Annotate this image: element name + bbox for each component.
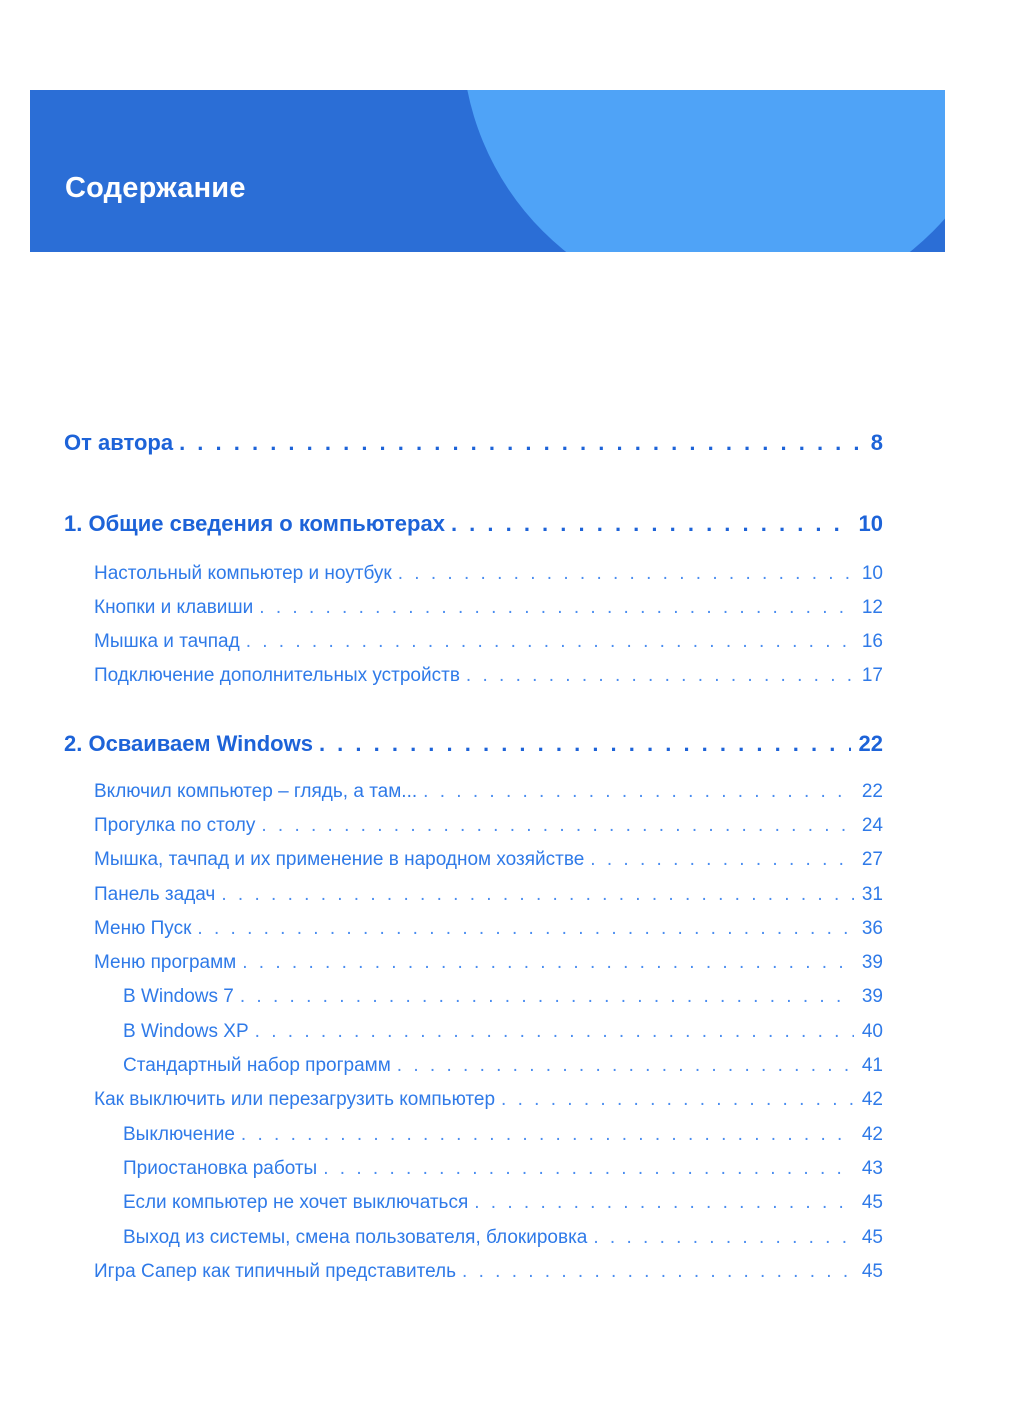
- toc-subentry[interactable]: [123, 1158, 883, 1184]
- toc-dot-leader: [451, 511, 851, 537]
- toc-entry-page: 16: [861, 631, 883, 652]
- toc-subentry[interactable]: [123, 1192, 883, 1218]
- toc-subentry[interactable]: [123, 1055, 883, 1081]
- toc-entry-page: 36: [861, 918, 883, 939]
- toc-entry-label: Как выключить или перезагрузить компьютер: [94, 1089, 496, 1110]
- toc-entry-label: От автора: [64, 430, 174, 455]
- toc-entry[interactable]: [94, 849, 883, 875]
- toc-entry-label: Панель задач: [94, 884, 216, 905]
- toc-dot-leader: [593, 1227, 853, 1249]
- toc-entry-label: Игра Сапер как типичный представитель: [94, 1261, 457, 1282]
- toc-dot-leader: [466, 665, 854, 687]
- toc-entry[interactable]: [94, 1261, 883, 1287]
- toc-dot-leader: [323, 1158, 854, 1180]
- banner-decorative-circle: [462, 90, 945, 252]
- toc-entry-page: 10: [861, 563, 883, 584]
- toc-dot-leader: [474, 1192, 854, 1214]
- toc-dot-leader: [398, 563, 854, 585]
- toc-subentry[interactable]: [123, 1227, 883, 1253]
- toc-entry-page: 31: [861, 884, 883, 905]
- toc-entry-label: Выключение: [123, 1124, 235, 1145]
- toc-entry-label: 1. Общие сведения о компьютерах: [64, 511, 445, 536]
- toc-dot-leader: [255, 1021, 854, 1043]
- toc-entry-label: 2. Осваиваем Windows: [64, 731, 313, 756]
- toc-entry-label: Если компьютер не хочет выключаться: [123, 1192, 469, 1213]
- toc-chapter-1[interactable]: [64, 511, 883, 541]
- toc-entry-page: 10: [858, 511, 883, 536]
- toc-entry[interactable]: [94, 563, 883, 589]
- toc-entry[interactable]: [94, 1089, 883, 1115]
- chapter-banner: [30, 90, 945, 252]
- toc-entry-page: 24: [861, 815, 883, 836]
- toc-dot-leader: [197, 918, 853, 940]
- toc-entry[interactable]: [94, 597, 883, 623]
- toc-entry-label: Настольный компьютер и ноутбук: [94, 563, 392, 584]
- toc-entry-page: 39: [861, 952, 883, 973]
- toc-entry-page: 8: [870, 430, 883, 455]
- toc-entry-label: В Windows XP: [123, 1021, 249, 1042]
- toc-subentry[interactable]: [123, 1021, 883, 1047]
- toc-entry-page: 22: [858, 731, 883, 756]
- toc-entry-label: Включил компьютер – глядь, а там...: [94, 781, 418, 802]
- toc-chapter-2[interactable]: [64, 731, 883, 761]
- page-title: Содержание: [65, 172, 246, 204]
- toc-entry-page: 45: [861, 1227, 883, 1248]
- toc-entry[interactable]: [94, 815, 883, 841]
- toc-entry-page: 12: [861, 597, 883, 618]
- toc-entry-page: 41: [861, 1055, 883, 1076]
- toc-subentry[interactable]: [123, 1124, 883, 1150]
- toc-dot-leader: [423, 781, 854, 803]
- toc-entry-label: Приостановка работы: [123, 1158, 318, 1179]
- toc-entry[interactable]: [94, 952, 883, 978]
- toc-dot-leader: [397, 1055, 854, 1077]
- toc-entry-page: 27: [861, 849, 883, 870]
- toc-entry-page: 22: [861, 781, 883, 802]
- toc-dot-leader: [246, 631, 854, 653]
- toc-entry[interactable]: [94, 884, 883, 910]
- toc-entry[interactable]: [94, 918, 883, 944]
- toc-entry-label: Мышка и тачпад: [94, 631, 240, 652]
- toc-entry-page: 45: [861, 1192, 883, 1213]
- toc-entry-label: Стандартный набор программ: [123, 1055, 391, 1076]
- toc-dot-leader: [221, 884, 854, 906]
- toc-entry-page: 43: [861, 1158, 883, 1179]
- toc-entry-label: Выход из системы, смена пользователя, блокировка: [123, 1227, 588, 1248]
- toc-entry[interactable]: [94, 781, 883, 807]
- toc-entry-label: В Windows 7: [123, 986, 234, 1007]
- toc-entry-label: Подключение дополнительных устройств: [94, 665, 460, 686]
- toc-dot-leader: [241, 1124, 854, 1146]
- toc-entry-page: 42: [861, 1089, 883, 1110]
- toc-entry-page: 17: [861, 665, 883, 686]
- toc-entry-author[interactable]: [64, 430, 883, 460]
- toc-entry-label: Меню Пуск: [94, 918, 192, 939]
- toc-entry-label: Прогулка по столу: [94, 815, 256, 836]
- toc-entry-label: Мышка, тачпад и их применение в народном хозяйстве: [94, 849, 585, 870]
- toc-entry-label: Кнопки и клавиши: [94, 597, 254, 618]
- toc-entry-page: 45: [861, 1261, 883, 1282]
- toc-entry[interactable]: [94, 631, 883, 657]
- toc-entry-page: 42: [861, 1124, 883, 1145]
- toc-dot-leader: [590, 849, 854, 871]
- toc-dot-leader: [240, 986, 854, 1008]
- toc-entry[interactable]: [94, 665, 883, 691]
- toc-dot-leader: [259, 597, 854, 619]
- toc-dot-leader: [462, 1261, 854, 1283]
- toc-dot-leader: [501, 1089, 854, 1111]
- toc-entry-page: 39: [861, 986, 883, 1007]
- toc-dot-leader: [319, 731, 851, 757]
- toc-dot-leader: [179, 430, 863, 456]
- toc-entry-label: Меню программ: [94, 952, 237, 973]
- toc-subentry[interactable]: [123, 986, 883, 1012]
- toc-entry-page: 40: [861, 1021, 883, 1042]
- toc-dot-leader: [242, 952, 854, 974]
- toc-dot-leader: [261, 815, 854, 837]
